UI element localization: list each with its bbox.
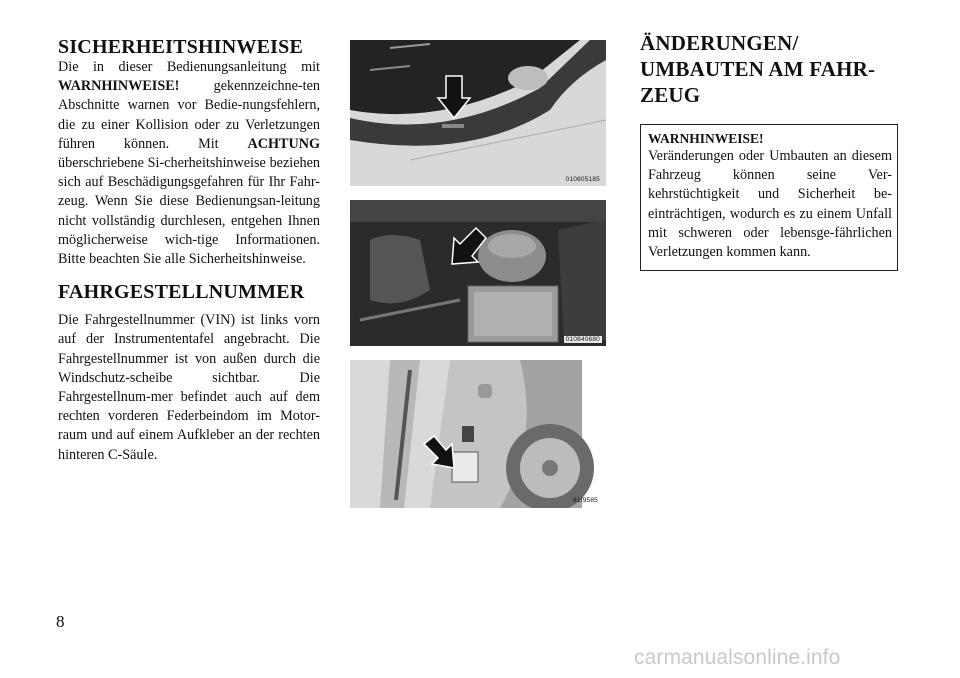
engine-bay-illustration — [350, 200, 606, 346]
vin-c-pillar-figure — [350, 360, 606, 508]
page-number: 8 — [56, 612, 65, 631]
warning-text: Veränderungen oder Umbauten an diesem Fahrzeug können seine Ver-kehrstüchtigkeit und Sicherheit be-einträchtigen, wodurch es zu einem Unfall mit schweren oder lebensge-fährlichen Verletzungen kommen kann. — [648, 148, 892, 261]
left-column — [58, 36, 320, 465]
modifications-heading-line1: ÄNDERUNGEN/ — [640, 31, 799, 55]
vin-windshield-figure — [350, 40, 606, 186]
modifications-heading-line2: UMBAUTEN AM FAHR- — [640, 57, 876, 81]
modifications-heading — [640, 30, 898, 108]
figure-code: 010840680 — [565, 336, 600, 343]
figure-code: 81f9585 — [573, 497, 598, 504]
safety-text-1: Die in dieser Bedienungsanleitung mit — [58, 59, 320, 75]
right-column — [640, 30, 898, 271]
caution-label: ACHTUNG — [247, 135, 320, 152]
vin-heading: FAHRGESTELLNUMMER — [58, 281, 305, 304]
figure-code: 010805185 — [565, 176, 600, 183]
warning-label: WARNHINWEISE! — [58, 78, 180, 95]
warning-box — [640, 124, 898, 271]
watermark-link[interactable]: carmanualsonline.info — [634, 646, 841, 669]
safety-heading: SICHERHEITSHINWEISE — [58, 36, 304, 58]
windshield-illustration — [350, 40, 606, 186]
vin-engine-bay-figure — [350, 200, 606, 346]
vin-paragraph: Die Fahrgestellnummer (VIN) ist links vorn auf der Instrumententafel angebracht. Die Fahrgestellnummer ist von außen durch die Windschutz-scheibe sichtbar. Die Fahrgestellnum-mer befindet auch auf dem rechten vorderen Federbeindom im Motor-raum und auf einem Aufkleber an der rechten hinteren C-Säule. — [58, 312, 320, 463]
c-pillar-illustration — [350, 360, 606, 508]
safety-paragraph — [58, 58, 320, 269]
safety-text-3: überschriebene Si-cherheitshinweise beziehen sich auf Beschädigungsgefahren für Ihr Fahr-zeug. Wenn Sie diese Bedienungsan-leitung nicht vollständig durchlesen, entgehen Ihnen möglicherweise wich-tige Informationen. Bitte beachten Sie alle Sicherheitshinweise. — [58, 155, 320, 268]
warning-title: WARNHINWEISE! — [648, 131, 764, 146]
modifications-heading-line3: ZEUG — [640, 83, 701, 107]
safety-text-2: gekennzeichne-ten Abschnitte warnen vor Bedie-nungsfehlern, die zu einer Kollision oder zu Verletzungen führen können. Mit — [58, 78, 320, 152]
